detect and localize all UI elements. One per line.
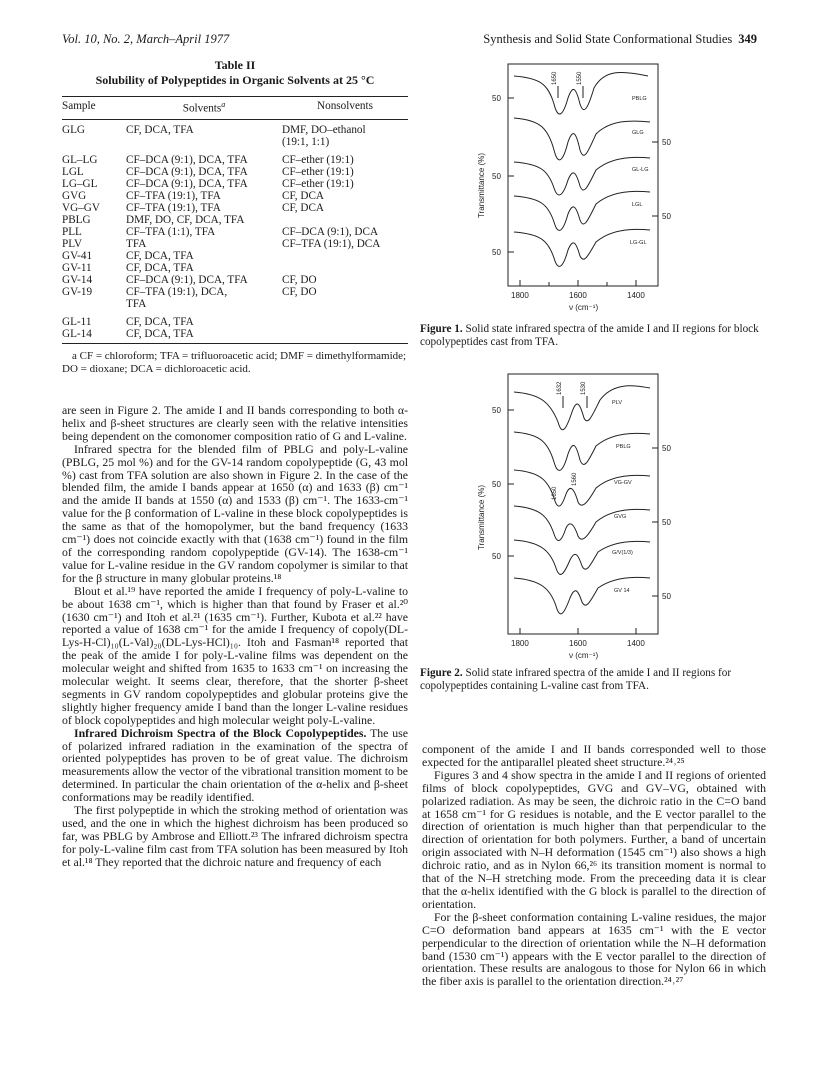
figure-2-caption: Figure 2. Solid state infrared spectra of the amide I and II regions for copolypeptides containing L-valine cast from TFA. [420, 667, 732, 692]
fig2-ytick-right-c: 50 [662, 592, 671, 601]
table-cell: GLG [62, 123, 85, 136]
fig1-peak-1650: 1650 [552, 71, 558, 85]
trace-lg-gl [514, 229, 650, 266]
table-row [62, 226, 408, 238]
paragraph: For the β-sheet conformation containing L-valine residues, the major C=O deformation band appears at 1635 cm⁻¹ with the E vector perpendicular to the direction of orientation while the N–H deformation band (1530 cm⁻¹) appears with the E vector parallel to the direction of orientation. These results are analogous to those for Nylon 66 in which the fiber axis is parallel to the orientation direction.²⁴˒²⁷ [422, 909, 766, 989]
fig2-xtick-1800: 1800 [511, 639, 529, 648]
table-cell: GL-14 [62, 327, 92, 340]
figure-1-plot [470, 58, 700, 323]
trace-glg [514, 118, 650, 160]
table-cell: LGL [62, 165, 84, 178]
table-cell: CF–DCA (9:1), DCA, TFA [126, 177, 248, 190]
fig2-peak-1650: 1650 [552, 486, 558, 500]
table-cell: CF–DCA (9:1), DCA, TFA [126, 153, 248, 166]
journal-section-title: Synthesis and Solid State Conformational Studies [483, 32, 733, 46]
trace-vg-gv [514, 470, 650, 506]
trace-lgl [514, 191, 650, 230]
table-title: Table II [214, 58, 256, 72]
table-bottom-rule [62, 343, 408, 344]
table-cell: GV-19 [62, 285, 93, 298]
table-cell: (19:1, 1:1) [282, 135, 330, 148]
fig1-ytick-a: 50 [492, 94, 501, 103]
fig2-label-gv-14: GV 14 [614, 588, 630, 594]
trace-gvg [514, 506, 650, 541]
table-body [62, 120, 408, 343]
trace-gv-14 [514, 577, 650, 614]
fig2-label-gv-1-3: G/V(1/3) [612, 550, 633, 556]
fig2-label-pblg: PBLG [616, 444, 631, 450]
table-cell: CF–DCA (9:1), DCA, TFA [126, 165, 248, 178]
table-cell: CF–ether (19:1) [282, 153, 354, 166]
table-row [62, 136, 408, 148]
table-footnote: a CF = chloroform; TFA = trifluoroacetic acid; DMF = dimethylformamide; DO = dioxane; DCA = dichloroacetic acid. [62, 350, 407, 375]
trace-gv-1-3 [514, 540, 650, 574]
fig2-label-plv: PLV [612, 400, 622, 406]
left-column-text [62, 404, 408, 869]
table-cell: CF–ether (19:1) [282, 165, 354, 178]
table-cell: CF, DO [282, 273, 317, 286]
table-cell: CF–TFA (19:1), TFA [126, 201, 221, 214]
table-header-nonsolvents: Nonsolvents [317, 100, 373, 112]
fig1-label-lgl: LGL [632, 202, 643, 208]
table-row [62, 124, 408, 136]
table-row [62, 214, 408, 226]
fig1-label-gl-lg: GL-LG [632, 167, 649, 173]
table-cell: CF–ether (19:1) [282, 177, 354, 190]
fig2-ylabel: Transmittance (%) [477, 484, 486, 550]
table-row [62, 250, 408, 262]
table-cell: CF–DCA (9:1), DCA, TFA [126, 273, 248, 286]
table-cell: CF–TFA (19:1), DCA [282, 237, 381, 250]
trace-pblg-2 [514, 432, 650, 470]
table-cell: CF–DCA (9:1), DCA [282, 225, 379, 238]
table-header-row [62, 97, 408, 119]
fig2-ytick-right-a: 50 [662, 444, 671, 453]
figure-1-svg [470, 58, 700, 323]
fig1-label-glg: GLG [632, 130, 644, 136]
table-cell: TFA [126, 297, 147, 310]
figure-2-svg [470, 370, 700, 665]
paragraph: are seen in Figure 2. The amide I and II bands corresponding to both α-helix and β-sheet structures are clearly seen with the relative intensities being dependent on the comonomer composition ratio of G and L-valine. [62, 403, 408, 443]
table-row [62, 166, 408, 178]
table-row [62, 178, 408, 190]
table-row [62, 154, 408, 166]
table-cell: CF–TFA (19:1), DCA, [126, 285, 228, 298]
fig2-ytick-a: 50 [492, 406, 501, 415]
table-cell: CF, DCA, TFA [126, 261, 194, 274]
table-cell [62, 298, 126, 310]
table-cell: PBLG [62, 213, 91, 226]
table-cell: GL–LG [62, 153, 98, 166]
paragraph: component of the amide I and II bands corresponded well to those expected for the antiparallel pleated sheet structure.²⁴˒²⁵ [422, 742, 766, 769]
table-cell: GV-41 [62, 249, 93, 262]
fig2-xtick-1600: 1600 [569, 639, 587, 648]
table-cell: GL-11 [62, 315, 92, 328]
page-number: 349 [738, 32, 757, 46]
table-row [62, 262, 408, 274]
fig1-xtick-1400: 1400 [627, 291, 645, 300]
running-header-right [483, 32, 757, 47]
figure-1-caption: Figure 1. Solid state infrared spectra of the amide I and II regions for block copolypeptides cast from TFA. [420, 323, 759, 348]
table-cell: GV-11 [62, 261, 92, 274]
paragraph: Infrared spectra for the blended film of PBLG and poly-L-valine (PBLG, 25 mol %) and for the GV-14 random copolypeptide (G, 43 mol %) cast from TFA solution are also shown in Figure 2. In the case of the blended film, the amide I bands appear at 1650 (α) and 1633 (β) cm⁻¹ and the amide II bands at 1550 (α) and 1533 (β) cm⁻¹. The 1633-cm⁻¹ value for the β conformation of L-valine in these block copolypeptides is the same as that of the homopolymer, but the band frequency (1633 cm⁻¹) does not coincide exactly with that (1638 cm⁻¹) found in the film of the corresponding random copolypeptide (GV-14). The 1638-cm⁻¹ value for L-valine residue in the GV random copolymer is similar to that for the β structure in many globular proteins.¹⁸ [62, 441, 408, 585]
table-cell: TFA [126, 237, 147, 250]
table-cell [282, 298, 408, 310]
table-cell: CF–TFA (19:1), TFA [126, 189, 221, 202]
table-header-solvents: Solvents$^a$ [182, 100, 226, 115]
trace-gl-lg [514, 157, 650, 195]
table-row [62, 328, 408, 340]
table-cell: PLV [62, 237, 83, 250]
running-header-left: Vol. 10, No. 2, March–April 1977 [62, 32, 230, 46]
fig2-peak-1530: 1530 [581, 381, 587, 395]
table-cell: GV-14 [62, 273, 93, 286]
fig2-ytick-c: 50 [492, 552, 501, 561]
paragraph: Blout et al.¹⁹ have reported the amide I frequency of poly-L-valine to be about 1638 cm⁻¹, which is higher than that found by Fraser et al.²⁰ (1630 cm⁻¹) and Itoh et al.²¹ (1635 cm⁻¹). Further, Kubota et al.²² have reported a value of 1638 cm⁻¹ for the amide I frequency of copoly(DL-Lys-H-Cl)₁₀(L-Val)₂₀(DL-Lys-HCl)₁₀. Itoh and Fasman¹⁸ reported that the peak of the amide I for poly-L-valine films was dependent on the molecular weight and shifted from 1635 to 1633 cm⁻¹ on increasing the molecular weight. It seems clear, therefore, that the shorter β-sheet segments in GV random copolypeptides and globular proteins give the slightly higher frequency amide I band than the longer L-valine residues of block copolypeptides and high molecular weight poly-L-valine. [62, 583, 408, 727]
table-cell: GVG [62, 189, 87, 202]
table-cell: CF, DCA, TFA [126, 315, 194, 328]
fig2-ytick-right-b: 50 [662, 518, 671, 527]
table-cell [282, 262, 408, 274]
fig1-ylabel: Transmittance (%) [477, 152, 486, 218]
fig2-xlabel: ν (cm⁻¹) [569, 651, 599, 660]
fig2-peak-1632: 1632 [557, 381, 563, 395]
paragraph: Figures 3 and 4 show spectra in the amide I and II regions of oriented films of block copolypeptides, GVG and GV–VG, obtained with polarized radiation. As may be seen, the dichroic ratio in the C=O band at 1658 cm⁻¹ for G residues is notable, and the E vector parallel to the direction of orientation is much higher than that perpendicular to the direction of orientation for both polymers. Further, a band of uncertain origin associated with N–H deformation (1545 cm⁻¹) also shows a high dichroic ratio, and as in Nylon 66,²⁶ its transition moment is normal to that of the N–H stretching mode. From the preceeding data it is clear that the α-helix identified with the G block is parallel to the direction of orientation. [422, 767, 766, 911]
fig1-ytick-b: 50 [492, 172, 501, 181]
table-cell: CF–TFA (1:1), TFA [126, 225, 216, 238]
table-row [62, 238, 408, 250]
table-cell [282, 316, 408, 328]
table-cell: CF, DCA, TFA [126, 327, 194, 340]
fig2-ytick-b: 50 [492, 480, 501, 489]
fig2-label-gvg: GVG [614, 514, 627, 520]
table-cell: CF, DCA [282, 201, 325, 214]
table-row [62, 316, 408, 328]
figure-2-plot [470, 370, 700, 665]
table-row [62, 190, 408, 202]
table-cell [62, 136, 126, 148]
table-cell [126, 136, 282, 148]
table-cell [282, 214, 408, 226]
fig1-ytick-right-a: 50 [662, 138, 671, 147]
fig2-xtick-1400: 1400 [627, 639, 645, 648]
fig1-xtick-1600: 1600 [569, 291, 587, 300]
fig1-ytick-right-b: 50 [662, 212, 671, 221]
table-row [62, 274, 408, 286]
paragraph: Infrared Dichroism Spectra of the Block Copolypeptides. The use of polarized infrared radiation in the examination of the spectra of oriented polypeptides has proven to be of great value. The dichroism measurements allow the vector of the vibrational transition moment to be determined. In particular the chain orientation of the α-helix and β-sheet conformations may be readily identified. [62, 725, 408, 805]
table-row [62, 202, 408, 214]
table-caption [62, 58, 408, 88]
table-cell: CF, DO [282, 285, 317, 298]
table-cell: LG–GL [62, 177, 98, 190]
fig1-label-pblg: PBLG [632, 96, 647, 102]
table-cell: VG–GV [62, 201, 100, 214]
table-header-sample: Sample [62, 100, 96, 112]
table-cell: CF, DCA, TFA [126, 249, 194, 262]
table-cell [282, 250, 408, 262]
fig1-peak-1550: 1550 [577, 71, 583, 85]
right-column-text [422, 743, 766, 988]
fig1-xlabel: ν (cm⁻¹) [569, 303, 599, 312]
table-cell: CF, DCA [282, 189, 325, 202]
table-cell [282, 328, 408, 340]
table-row [62, 298, 408, 310]
table-subtitle: Solubility of Polypeptides in Organic Solvents at 25 °C [95, 73, 375, 87]
fig1-xtick-1800: 1800 [511, 291, 529, 300]
solubility-table [62, 96, 408, 344]
table-cell: PLL [62, 225, 82, 238]
table-cell: CF, DCA, TFA [126, 123, 194, 136]
paragraph: The first polypeptide in which the stroking method of orientation was used, and the one in which the highest dichroism has been produced so far, was PBLG by Ambrose and Elliott.²³ The infrared dichroism spectra for poly-L-valine film cast from TFA solution has been measured by Itoh et al.¹⁸ They reported that the dichroic nature and frequency of each [62, 803, 408, 869]
section-heading: Infrared Dichroism Spectra of the Block Copolypeptides. [74, 725, 367, 740]
fig1-ytick-c: 50 [492, 248, 501, 257]
table-cell: DMF, DO, CF, DCA, TFA [126, 213, 245, 226]
fig2-label-vg-gv: VG-GV [614, 480, 632, 486]
table-row [62, 286, 408, 298]
fig2-peak-1560: 1560 [572, 472, 578, 486]
figure-2-frame [508, 374, 658, 634]
table-cell: DMF, DO–ethanol [282, 123, 366, 136]
fig1-label-lg-gl: LG-GL [630, 240, 647, 246]
